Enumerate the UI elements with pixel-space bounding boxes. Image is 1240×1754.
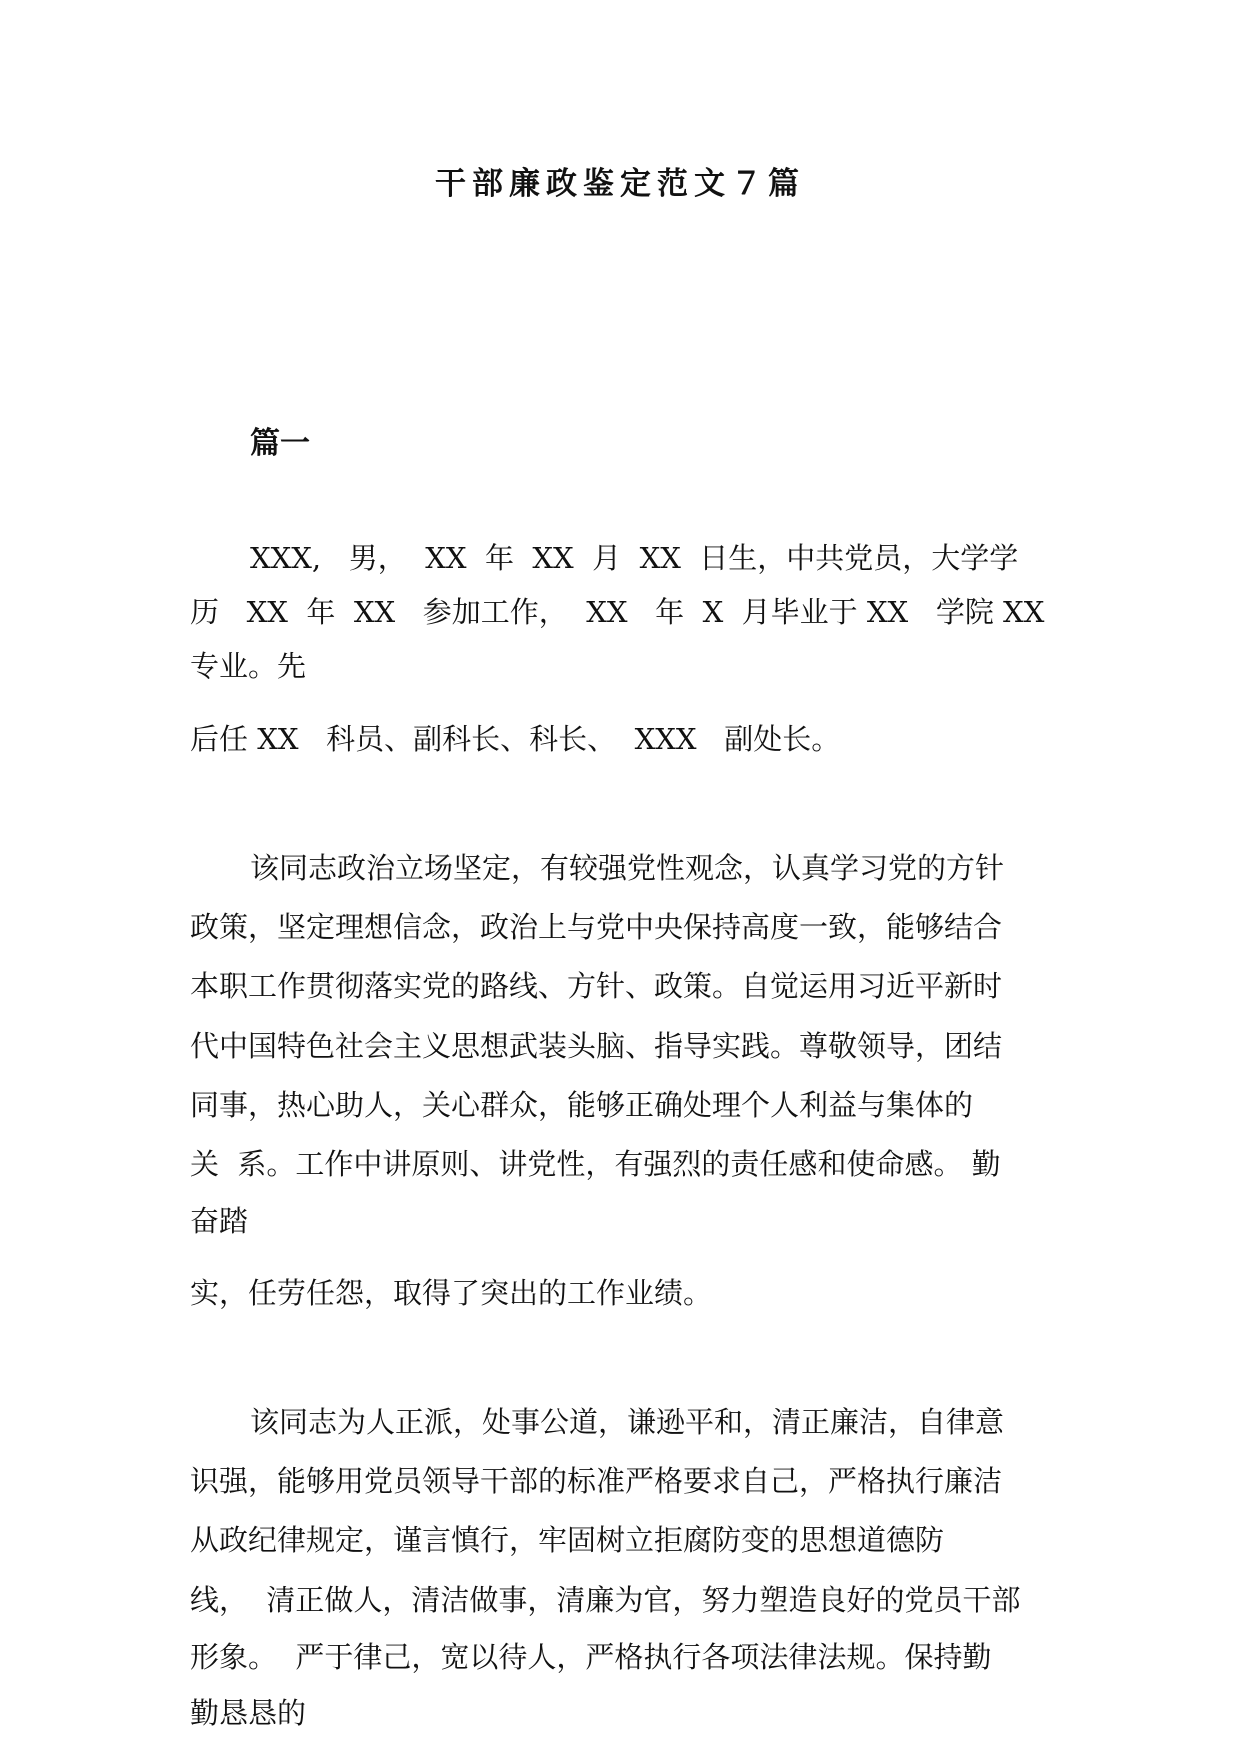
paragraph-2-line-4: 代中国特色社会主义思想武装头脑、指导实践。尊敬领导，团结 (190, 1029, 1003, 1063)
paragraph-2-line-1: 该同志政治立场坚定，有较强党性观念，认真学习党的方针 (250, 851, 1005, 885)
paragraph-2-line-7: 奋踏 (190, 1204, 249, 1238)
paragraph-1-line-2: 历 XX 年 XX 参加工作， XX 年 X 月毕业于 XX 学院 XX (190, 595, 1045, 629)
paragraph-3-line-4: 线， 清正做人，清洁做事，清廉为官，努力塑造良好的党员干部 (190, 1583, 1021, 1617)
paragraph-1-line-3: 专业。先 (190, 649, 307, 683)
paragraph-3-line-3: 从政纪律规定，谨言慎行，牢固树立拒腐防变的思想道德防 (190, 1523, 945, 1557)
paragraph-3-line-2: 识强，能够用党员领导干部的标准严格要求自己，严格执行廉洁 (190, 1464, 1003, 1498)
paragraph-1-line-1: XXX, 男， XX 年 XX 月 XX 日生，中共党员，大学学 (250, 541, 1019, 575)
document-title: 干部廉政鉴定范文７篇 (435, 166, 805, 202)
paragraph-3-line-6: 勤恳恳的 (190, 1696, 307, 1730)
section-heading: 篇一 (250, 426, 310, 461)
paragraph-2-line-2: 政策，坚定理想信念，政治上与党中央保持高度一致，能够结合 (190, 910, 1003, 944)
paragraph-2-line-6: 关 系。工作中讲原则、讲党性，有强烈的责任感和使命感。 勤 (190, 1147, 1001, 1181)
paragraph-2-line-3: 本职工作贯彻落实党的路线、方针、政策。自觉运用习近平新时 (190, 969, 1003, 1003)
paragraph-3-line-1: 该同志为人正派，处事公道，谦逊平和，清正廉洁，自律意 (250, 1405, 1005, 1439)
paragraph-2-line-8: 实，任劳任怨，取得了突出的工作业绩。 (190, 1276, 713, 1310)
paragraph-2-line-5: 同事，热心助人，关心群众，能够正确处理个人利益与集体的 (190, 1088, 974, 1122)
paragraph-1-line-4: 后任 XX 科员、副科长、科长、 XXX 副处长。 (190, 722, 841, 756)
paragraph-3-line-5: 形象。 严于律己，宽以待人，严格执行各项法律法规。保持勤 (190, 1640, 992, 1674)
